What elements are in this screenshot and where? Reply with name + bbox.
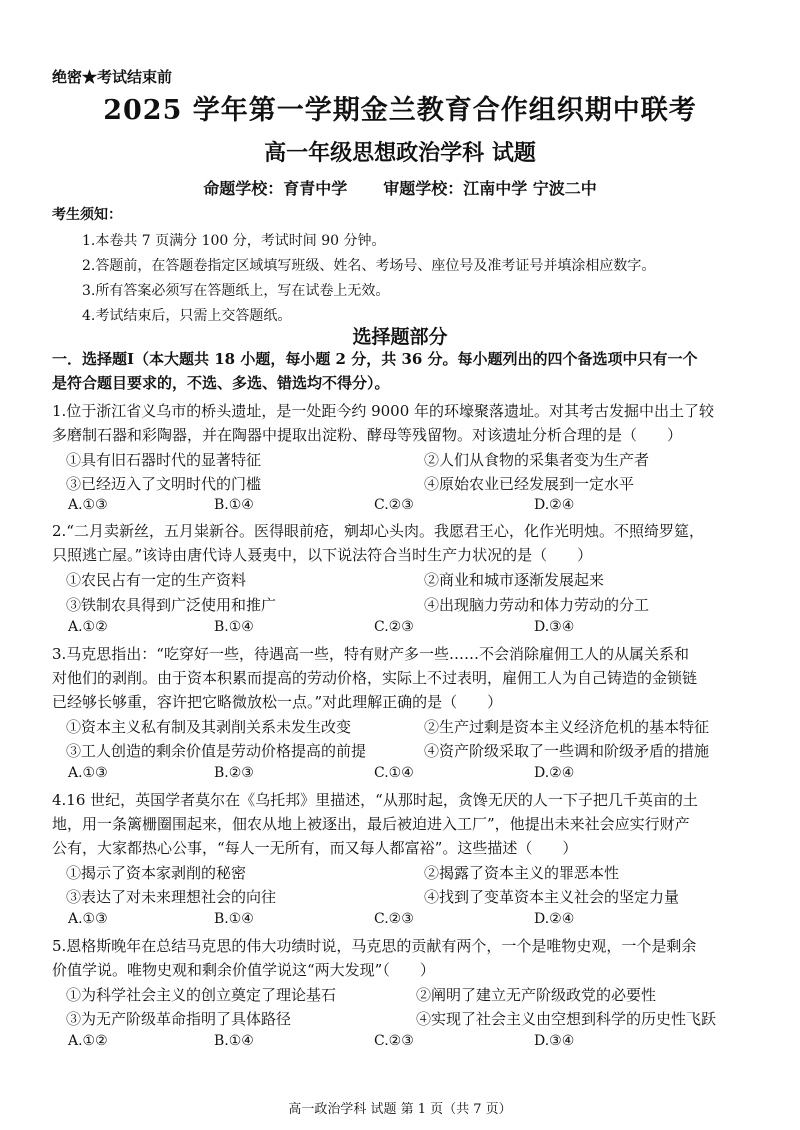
notice-item: 2.答题前，在答题卷指定区域填写班级、姓名、考场号、座位号及准考证号并填涂相应数字。 bbox=[82, 258, 656, 274]
question-1-option: ①具有旧石器时代的显著特征 bbox=[66, 451, 262, 469]
exam-subtitle: 高一年级思想政治学科 试题 bbox=[264, 140, 536, 166]
question-4-choice: D.②④ bbox=[534, 911, 575, 927]
question-5-option: ③为无产阶级革命指明了具体路径 bbox=[66, 1010, 292, 1028]
question-5-option: ①为科学社会主义的创立奠定了理论基石 bbox=[66, 986, 337, 1004]
exam-title: 2025 学年第一学期金兰教育合作组织期中联考 bbox=[103, 95, 697, 126]
question-2-option: ②商业和城市逐渐发展起来 bbox=[424, 571, 605, 589]
reviewer-school: 审题学校：江南中学 宁波二中 bbox=[383, 179, 597, 198]
question-4-choice: B.①④ bbox=[214, 911, 254, 927]
proposer-school: 命题学校：育青中学 bbox=[203, 179, 348, 198]
question-3-option: ④资产阶级采取了一些调和阶级矛盾的措施 bbox=[424, 742, 710, 760]
question-3-option: ③工人创造的剩余价值是劳动价格提高的前提 bbox=[66, 742, 367, 760]
question-3-choice: A.①③ bbox=[68, 765, 108, 781]
question-1-option: ④原始农业已经发展到一定水平 bbox=[424, 475, 635, 493]
question-1-option: ②人们从食物的采集者变为生产者 bbox=[424, 451, 650, 469]
question-5-choice: A.①② bbox=[68, 1033, 108, 1049]
question-5-choice: C.②③ bbox=[374, 1033, 414, 1049]
question-2-option: ④出现脑力劳动和体力劳动的分工 bbox=[424, 596, 650, 614]
question-4-option: ①揭示了资本家剥削的秘密 bbox=[66, 864, 247, 882]
question-5-stem: 5.恩格斯晚年在总结马克思的伟大功绩时说，马克思的贡献有两个，一个是唯物史观，一个是剩余 bbox=[52, 937, 697, 955]
question-3-choice: C.①④ bbox=[374, 765, 414, 781]
school-info bbox=[0, 176, 800, 199]
question-1-choice: C.②③ bbox=[374, 497, 414, 513]
question-1-choice: A.①③ bbox=[68, 497, 108, 513]
question-4-stem: 4.16 世纪，英国学者莫尔在《乌托邦》里描述，“从那时起，贪馋无厌的人一下子把几千英亩的土 bbox=[52, 791, 698, 809]
notice-item: 3.所有答案必须写在答题纸上，写在试卷上无效。 bbox=[82, 283, 390, 299]
section-instructions bbox=[52, 347, 752, 395]
question-1-stem: 1.位于浙江省义乌市的桥头遗址，是一处距今约 9000 年的环壕聚落遗址。对其考古发掘中出土了较 bbox=[52, 402, 715, 420]
question-1-choice: B.①④ bbox=[214, 497, 254, 513]
question-4-choice: C.②③ bbox=[374, 911, 414, 927]
instructions-line: 一．选择题Ⅰ（本大题共 18 小题，每小题 2 分，共 36 分。每小题列出的四个备选项中只有一个 bbox=[52, 350, 698, 368]
question-2-option: ③铁制农具得到广泛使用和推广 bbox=[66, 596, 277, 614]
question-5-stem: 价值学说。唯物史观和剩余价值学说这“两大发现”（ ） bbox=[52, 961, 435, 979]
question-4-stem: 公有，大家都热心公事，“每人一无所有，而又每人都富裕”。这些描述（ ） bbox=[52, 839, 578, 857]
question-3-stem: 已经够长够重，容许把它略微放松一点。”对此理解正确的是（ ） bbox=[52, 693, 503, 711]
notice-title: 考生须知： bbox=[52, 207, 122, 223]
question-4-choice: A.①③ bbox=[68, 911, 108, 927]
question-1-option: ③已经迈入了文明时代的门槛 bbox=[66, 475, 262, 493]
question-5-option: ②阐明了建立无产阶级政党的必要性 bbox=[416, 986, 657, 1004]
question-4-option: ②揭露了资本主义的罪恶本性 bbox=[424, 864, 620, 882]
question-3-option: ①资本主义私有制及其剥削关系未发生改变 bbox=[66, 718, 352, 736]
question-1-choice: D.②④ bbox=[534, 497, 575, 513]
question-3-choice: D.②④ bbox=[534, 765, 575, 781]
notice-item: 4.考试结束后，只需上交答题纸。 bbox=[82, 308, 292, 324]
question-2-choice: D.③④ bbox=[534, 619, 575, 635]
section-title: 选择题部分 bbox=[352, 326, 448, 348]
notice-item: 1.本卷共 7 页满分 100 分，考试时间 90 分钟。 bbox=[82, 233, 386, 249]
question-1-stem: 多磨制石器和彩陶器，并在陶器中提取出淀粉、酵母等残留物。对该遗址分析合理的是（ ） bbox=[52, 426, 683, 444]
question-4-option: ④找到了变革资本主义社会的坚定力量 bbox=[424, 888, 680, 906]
question-3-option: ②生产过剩是资本主义经济危机的基本特征 bbox=[424, 718, 710, 736]
question-5-option: ④实现了社会主义由空想到科学的历史性飞跃 bbox=[416, 1010, 717, 1028]
question-2-choice: A.①② bbox=[68, 619, 108, 635]
question-2-choice: C.②③ bbox=[374, 619, 414, 635]
question-4-option: ③表达了对未来理想社会的向往 bbox=[66, 888, 277, 906]
question-5-choice: D.③④ bbox=[534, 1033, 575, 1049]
question-5-choice: B.①④ bbox=[214, 1033, 254, 1049]
page-footer: 高一政治学科 试题 第 1 页（共 7 页） bbox=[288, 1102, 512, 1117]
instructions-line: 是符合题目要求的，不选、多选、错选均不得分）。 bbox=[52, 374, 390, 392]
question-2-option: ①农民占有一定的生产资料 bbox=[66, 571, 247, 589]
question-2-stem: 只照逃亡屋。”该诗由唐代诗人聂夷中，以下说法符合当时生产力状况的是（ ） bbox=[52, 546, 593, 564]
question-3-stem: 对他们的剥削。由于资本积累而提高的劳动价格，实际上不过表明，雇佣工人为自己铸造的金锁链 bbox=[52, 669, 698, 687]
question-2-choice: B.①④ bbox=[214, 619, 254, 635]
question-2-stem: 2.“二月卖新丝，五月粜新谷。医得眼前疮，剜却心头肉。我愿君王心，化作光明烛。不照绮罗筵， bbox=[52, 522, 704, 540]
question-3-choice: B.②③ bbox=[214, 765, 254, 781]
question-4-stem: 地，用一条篱栅圈围起来，佃农从地上被逐出，最后被迫进入工厂”，他提出未来社会应实行财产 bbox=[52, 815, 690, 833]
confidential-label: 绝密★考试结束前 bbox=[52, 68, 173, 86]
question-3-stem: 3.马克思指出：“吃穿好一些，待遇高一些，特有财产多一些……不会消除雇佣工人的从属关系和 bbox=[52, 645, 689, 663]
